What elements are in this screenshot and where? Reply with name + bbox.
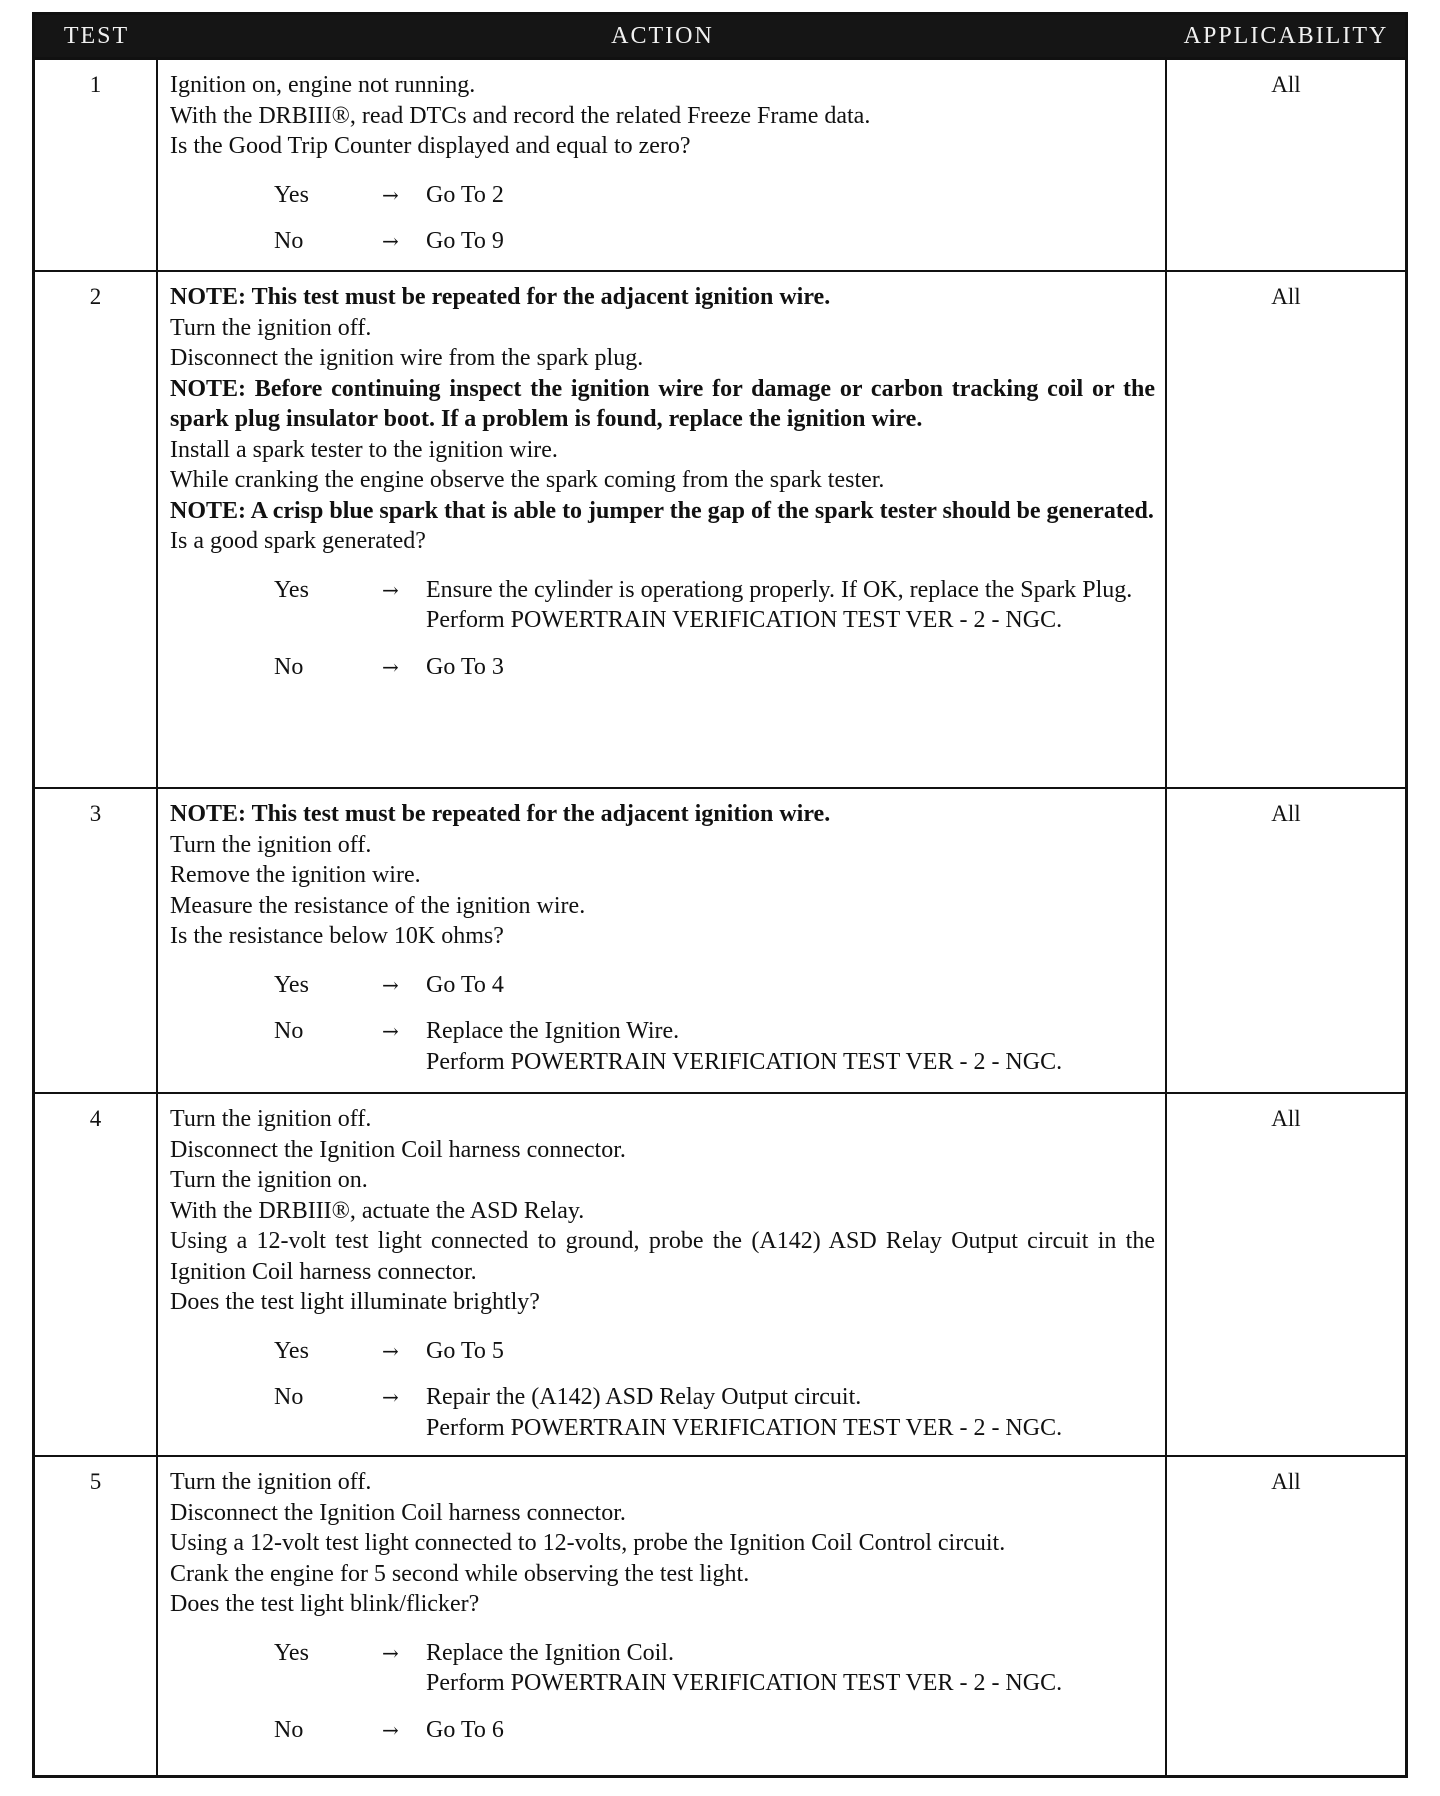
- action-line: Turn the ignition off.: [170, 314, 372, 341]
- test-number: 1: [35, 60, 158, 270]
- action-line: While cranking the engine observe the spark coming from the spark tester.: [170, 467, 885, 493]
- test-row-3: [35, 789, 1405, 1094]
- answer-label: No: [274, 1018, 304, 1044]
- answer-list: [170, 575, 1155, 683]
- result-line: Replace the Ignition Wire.: [426, 1018, 680, 1044]
- answer-result: [426, 1382, 1155, 1443]
- action-line: Is a good spark generated?: [170, 528, 426, 554]
- result-line: Go To 5: [426, 1337, 504, 1364]
- answer-no: [274, 652, 1155, 683]
- table-header: [35, 15, 1405, 60]
- header-test: TEST: [63, 22, 130, 49]
- result-line: Repair the (A142) ASD Relay Output circuit.: [426, 1384, 862, 1410]
- diagnostic-test-table: [32, 12, 1408, 1778]
- action-cell: [158, 1094, 1167, 1455]
- arrow-right-icon: →: [382, 182, 399, 207]
- answer-no: [274, 1382, 1155, 1443]
- arrow-right-icon: →: [382, 1338, 399, 1363]
- header-applicability: APPLICABILITY: [1183, 22, 1389, 49]
- result-line: Go To 9: [426, 228, 504, 254]
- action-line: Disconnect the ignition wire from the spark plug.: [170, 345, 644, 371]
- test-number: 5: [35, 1457, 158, 1777]
- note-line: NOTE: This test must be repeated for the adjacent ignition wire.: [170, 801, 831, 827]
- result-line: Go To 4: [426, 971, 504, 998]
- answer-no: [274, 226, 1155, 257]
- answer-result: [426, 970, 1155, 1001]
- arrow-right-icon: →: [382, 1640, 399, 1665]
- answer-label: Yes: [274, 181, 309, 208]
- action-line: Is the Good Trip Counter displayed and equal to zero?: [170, 133, 691, 159]
- answer-label: No: [274, 1384, 304, 1410]
- answer-label: Yes: [274, 1337, 309, 1364]
- action-cell: [158, 1457, 1167, 1777]
- header-action: ACTION: [611, 22, 714, 49]
- result-line: Go To 2: [426, 181, 504, 208]
- action-line: Remove the ignition wire.: [170, 862, 421, 888]
- answer-result: [426, 1336, 1155, 1367]
- applicability-value: All: [1271, 284, 1301, 309]
- answer-result: [426, 180, 1155, 211]
- action-line: With the DRBIII®, actuate the ASD Relay.: [170, 1197, 585, 1224]
- note-line: NOTE: This test must be repeated for the adjacent ignition wire.: [170, 284, 831, 310]
- result-line: Replace the Ignition Coil.: [426, 1639, 674, 1666]
- answer-result: [426, 1638, 1155, 1699]
- test-row-2: [35, 272, 1405, 789]
- answer-result: [426, 1016, 1155, 1077]
- answer-label: No: [274, 1716, 304, 1743]
- answer-list: [170, 1336, 1155, 1444]
- answer-yes: [274, 1336, 1155, 1367]
- answer-no: [274, 1715, 1155, 1746]
- action-cell: [158, 789, 1167, 1092]
- answer-label: Yes: [274, 971, 309, 998]
- answer-label: No: [274, 228, 304, 254]
- action-line: With the DRBIII®, read DTCs and record the related Freeze Frame data.: [170, 102, 871, 129]
- result-line: Go To 3: [426, 653, 504, 680]
- answer-label: Yes: [274, 576, 309, 603]
- arrow-right-icon: →: [382, 654, 399, 679]
- test-row-4: [35, 1094, 1405, 1457]
- answer-yes: [274, 575, 1155, 636]
- action-line: Disconnect the Ignition Coil harness connector.: [170, 1136, 626, 1163]
- arrow-right-icon: →: [382, 1385, 399, 1409]
- applicability-value: All: [1271, 72, 1301, 97]
- result-line: Perform POWERTRAIN VERIFICATION TEST VER - 2 - NGC.: [426, 1670, 1063, 1696]
- action-line: Install a spark tester to the ignition wire.: [170, 436, 558, 463]
- applicability-value: All: [1271, 1106, 1301, 1131]
- note-line: NOTE: A crisp blue spark that is able to jumper the gap of the spark tester should be generated.: [170, 497, 1154, 524]
- action-cell: [158, 60, 1167, 270]
- action-line: Is the resistance below 10K ohms?: [170, 923, 504, 949]
- note-line: NOTE: Before continuing inspect the ignition wire for damage or carbon tracking coil or the spark plug insulator boot. If a problem is found, replace the ignition wire.: [170, 375, 1155, 432]
- answer-label: Yes: [274, 1639, 309, 1666]
- result-line: Perform POWERTRAIN VERIFICATION TEST VER - 2 - NGC.: [426, 1048, 1063, 1075]
- action-line: Crank the engine for 5 second while observing the test light.: [170, 1560, 750, 1587]
- answer-label: No: [274, 653, 304, 680]
- action-line: Turn the ignition off.: [170, 1469, 372, 1495]
- action-line: Turn the ignition on.: [170, 1167, 368, 1193]
- action-line: Turn the ignition off.: [170, 1106, 372, 1132]
- arrow-right-icon: →: [382, 1717, 399, 1742]
- answer-no: [274, 1016, 1155, 1077]
- test-number: 4: [35, 1094, 158, 1455]
- action-line: Ignition on, engine not running.: [170, 72, 476, 98]
- result-line: Ensure the cylinder is operationg properly. If OK, replace the Spark Plug.: [426, 576, 1133, 603]
- test-row-5: [35, 1457, 1405, 1777]
- applicability-value: All: [1271, 1469, 1301, 1494]
- action-cell: [158, 272, 1167, 787]
- arrow-right-icon: →: [382, 972, 399, 997]
- action-line: Does the test light illuminate brightly?: [170, 1289, 540, 1315]
- action-line: Measure the resistance of the ignition wire.: [170, 892, 586, 919]
- test-row-1: [35, 60, 1405, 272]
- arrow-right-icon: →: [382, 1019, 399, 1043]
- answer-yes: [274, 970, 1155, 1001]
- answer-list: [170, 970, 1155, 1078]
- result-line: Go To 6: [426, 1716, 504, 1743]
- answer-result: [426, 1715, 1155, 1746]
- answer-list: [170, 180, 1155, 257]
- answer-result: [426, 226, 1155, 257]
- answer-result: [426, 652, 1155, 683]
- action-line: Disconnect the Ignition Coil harness connector.: [170, 1499, 626, 1526]
- answer-yes: [274, 1638, 1155, 1699]
- test-number: 2: [35, 272, 158, 787]
- applicability-value: All: [1271, 801, 1301, 826]
- answer-yes: [274, 180, 1155, 211]
- arrow-right-icon: →: [382, 577, 399, 602]
- action-line: Using a 12-volt test light connected to ground, probe the (A142) ASD Relay Output circuit in the Ignition Coil harness connector.: [170, 1228, 1155, 1285]
- answer-result: [426, 575, 1155, 636]
- action-line: Does the test light blink/flicker?: [170, 1591, 480, 1617]
- test-number: 3: [35, 789, 158, 1092]
- result-line: Perform POWERTRAIN VERIFICATION TEST VER - 2 - NGC.: [426, 607, 1063, 633]
- result-line: Perform POWERTRAIN VERIFICATION TEST VER - 2 - NGC.: [426, 1414, 1063, 1441]
- action-line: Turn the ignition off.: [170, 831, 372, 858]
- answer-list: [170, 1638, 1155, 1746]
- arrow-right-icon: →: [382, 229, 399, 253]
- action-line: Using a 12-volt test light connected to 12-volts, probe the Ignition Coil Control circuit.: [170, 1530, 1006, 1556]
